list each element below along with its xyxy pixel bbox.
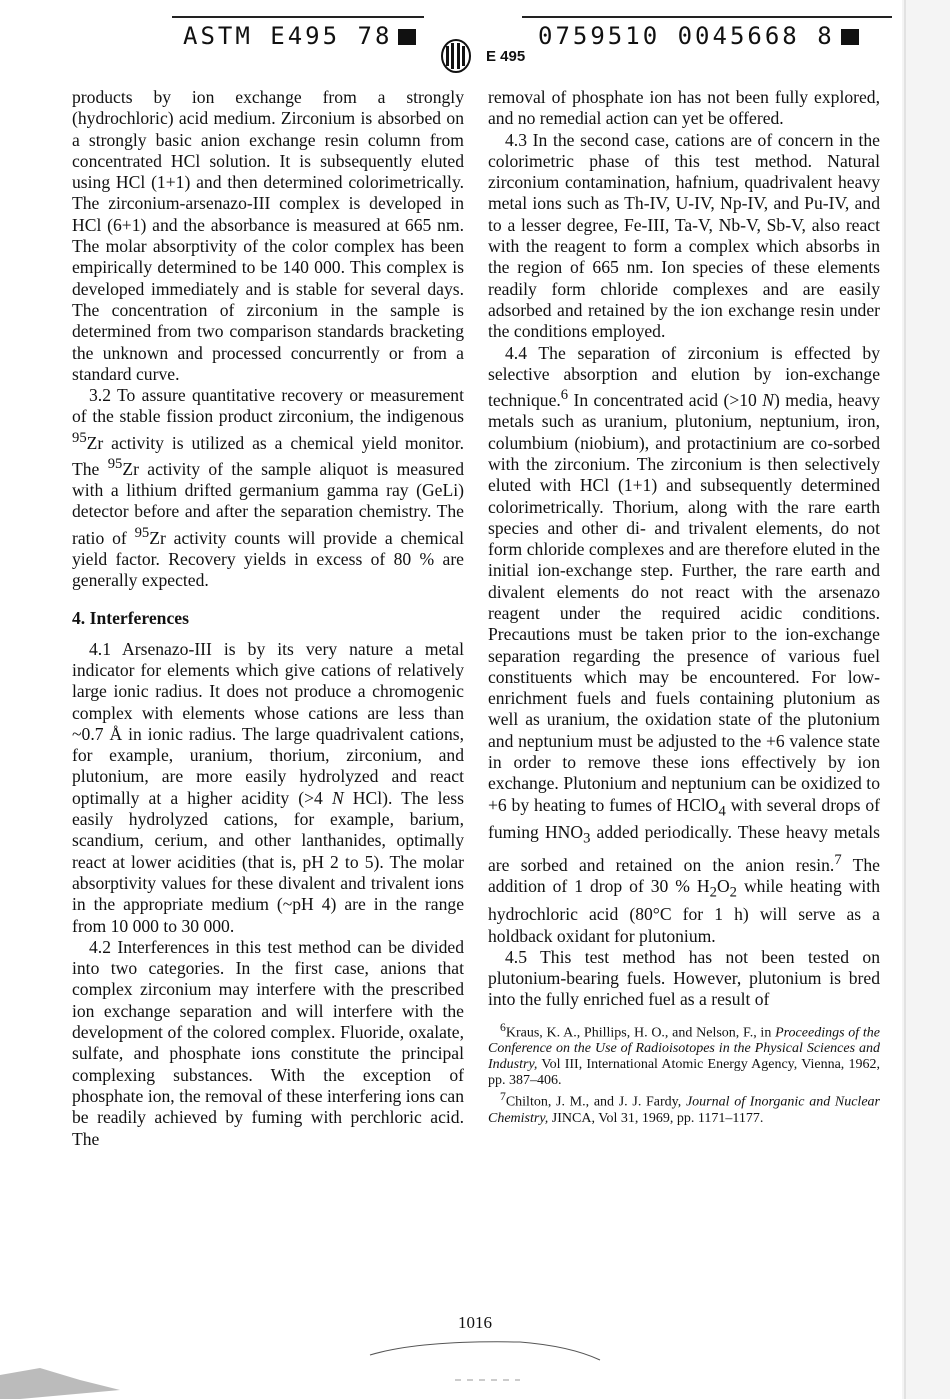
paragraph-4-3: 4.3 In the second case, cations are of concern in the colorimetric phase of this test method. Natural zirconium contamination, hafnium, quadrivalent heavy metal ions such as Th-IV, U-IV, Np-IV, and Pu-IV, and to a lesser degree, Fe-III, Ta-V, Nb-V, Sb-V, also react with the reagent to form a complex which absorbs in the region of 665 nm. Ion species of these elements readily form chloride complexes and are easily adsorbed and retained by the ion exchange resin under the conditions employed.	[488, 129, 880, 342]
standard-designation: E 495	[486, 48, 526, 65]
paragraph-3-2: 3.2 To assure quantitative recovery or measurement of the stable fission product zirconium, the indigenous $^{95}$Zr activity is utilized as a chemical yield monitor. The $^{95}$Zr activity of the sample aliquot is measured with a lithium drifted germanium gamma ray (GeLi) detector before and after the separation chemistry. The ratio of $^{95}$Zr activity counts will provide a chemical yield factor. Recovery yields in excess of 80 % are generally expected.	[72, 385, 464, 591]
header-left-code-text: ASTM E495 78	[183, 22, 393, 50]
page-number: 1016	[458, 1313, 492, 1332]
paragraph: products by ion exchange from a strongly (hydrochloric) acid medium. Zirconium is absorbed on a strongly basic anion exchange resin column from concentrated HCl solution. It is subsequently eluted using HCl (1+1) and then determined colorimetrically. The zirconium-arsenazo-III complex is developed in HCl (6+1) and the absorbance is measured at 665 nm. The molar absorptivity of the color complex has been empirically determined to be 140 000. This complex is developed immediately and is stable for several days. The concentration of zirconium in the sample is determined from two comparison standards bracketing the unknown and processed concurrently or from a standard curve.	[72, 87, 464, 384]
section-heading-interferences: 4. Interferences	[72, 608, 189, 629]
paragraph-4-1: 4.1 Arsenazo-III is by its very nature a metal indicator for elements which give cations of relatively large ionic radius. It does not produce a chromogenic complex with elements whose cations are less than ~0.7 Å in ionic radius. The large quadrivalent cations, for example, uranium, thorium, zirconium, and plutonium, are more easily hydrolyzed and react optimally at a higher acidity (>4 N HCl). The less easily hydrolyzed cations, for example, barium, scandium, cerium, and other lanthanides, optimally react at lower acidities (that is, pH 2 to 5). The molar absorptivity values for these divalent and trivalent ions in the appropriate medium (~pH 4) are in the range from 10 000 to 30 000.	[72, 638, 464, 936]
header-right-code-text: 0759510 0045668 8	[538, 22, 835, 50]
footnote-6: $^6$Kraus, K. A., Phillips, H. O., and Nelson, F., in Proceedings of the Conference on the Use of Radioisotopes in the Physical Sciences and Industry, Vol III, International Atomic Energy Agency, Vienna, 1962, pp. 387–406.	[488, 1020, 881, 1089]
paragraph-4-4: 4.4 The separation of zirconium is effected by selective absorption and elution by ion-exchange technique.$^6$ In concentrated acid (>10 N) media, heavy metals such as uranium, plutonium, neptunium, iron, columbium (niobium), and protactinium are co-sorbed with the zirconium. The zirconium is then selectively eluted with HCl (1+1) and subsequently determined colorimetrically. Thorium, along with the rare earth species and other di- and trivalent elements, do not form chloride complexes and are therefore eluted in the initial ion-exchange step. Further, the rare earth and divalent elements do not react with the arsenazo reagent under the required acidic conditions. Precautions must be taken prior to the ion-exchange separation regarding the presence of various fuel constituents which may be encountered. For low-enrichment fuels and fuels containing plutonium as well as uranium, the oxidation state of the plutonium and neptunium must be adjusted to the +6 valence state in order to remove these ions effectively by ion exchange. Plutonium and neptunium can be oxidized to +6 by heating to fumes of HClO$_4$ with several drops of fuming $HNO_3$ added periodically. These heavy metals are sorbed and retained on the anion resin.$^7$ The addition of 1 drop of 30 % $H_2O_2$ while heating with hydrochloric acid (80°C for 1 h) will serve as a holdback oxidant for plutonium.	[488, 342, 880, 946]
paragraph: removal of phosphate ion has not been fully explored, and no remedial action can yet be offered.	[488, 87, 880, 129]
paragraph-4-5: 4.5 This test method has not been tested on plutonium-bearing fuels. However, plutonium is bred into the fully enriched fuel as a result of	[488, 946, 880, 1010]
paragraph-4-2: 4.2 Interferences in this test method can be divided into two categories. In the first case, anions that complex zirconium may interfere with the prescribed ion exchange separation and will interfere with the development of the colored complex. Fluoride, oxalate, sulfate, and phosphate ions constitute the principal complexing substances. With the exception of phosphate ion, the removal of these interfering ions can be readily achieved by fuming with perchloric acid. The	[72, 936, 464, 1149]
footnote-7: $^7$Chilton, J. M., and J. J. Fardy, Journal of Inorganic and Nuclear Chemistry, JINCA, Vol 31, 1969, pp. 1171–1177.	[488, 1090, 880, 1127]
